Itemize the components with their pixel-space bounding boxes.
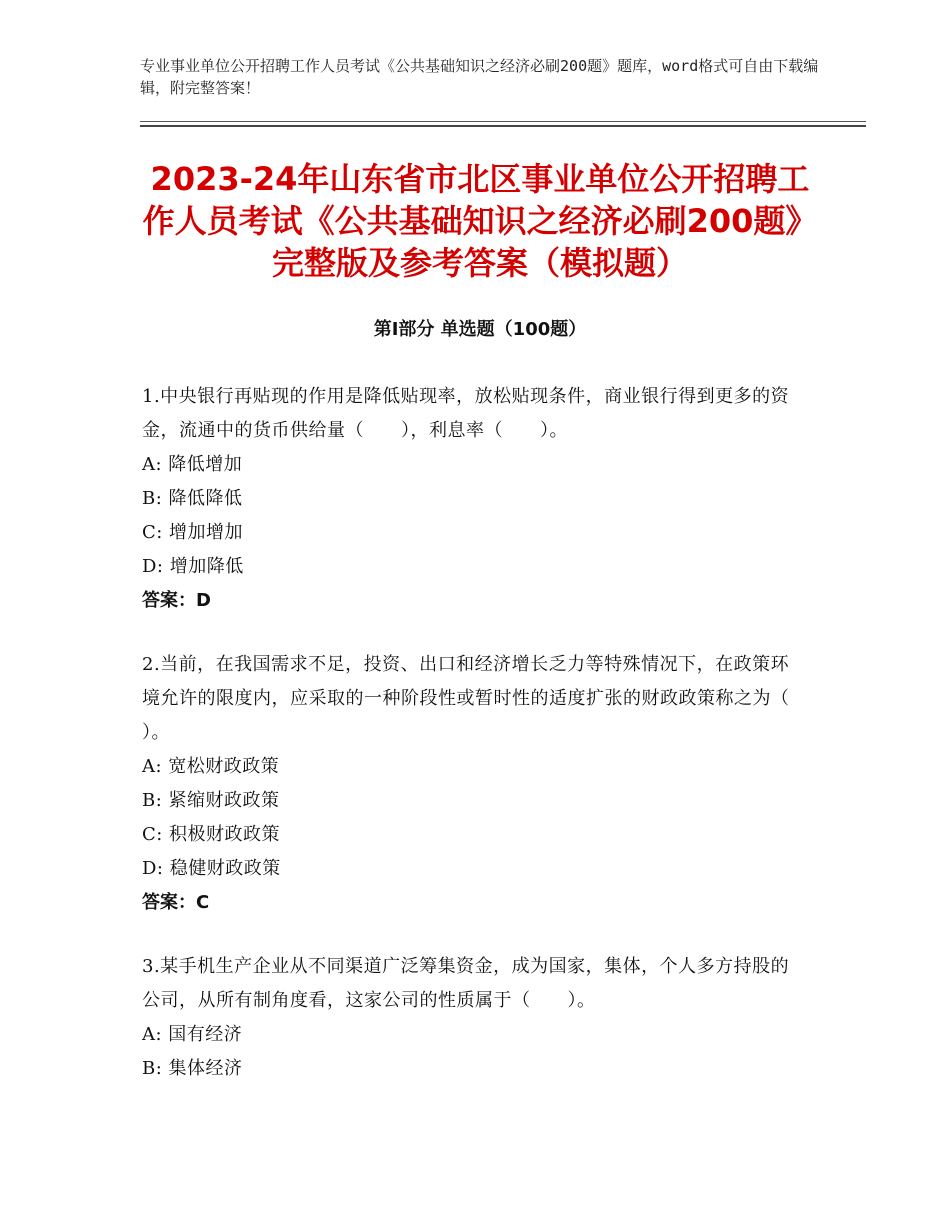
option-b: B: 紧缩财政政策 bbox=[142, 790, 280, 811]
option-d: D: 增加降低 bbox=[142, 556, 244, 577]
question-text: 2.当前，在我国需求不足，投资、出口和经济增长乏力等特殊情况下，在政策环境允许的限度内，应采取的一种阶段性或暂时性的适度扩张的财政政策称之为（ ）。 bbox=[142, 654, 790, 743]
answer: 答案：D bbox=[142, 590, 211, 611]
question-3 bbox=[142, 950, 802, 1086]
answer: 答案：C bbox=[142, 892, 210, 913]
option-d: D: 稳健财政政策 bbox=[142, 858, 281, 879]
option-c: C: 积极财政政策 bbox=[142, 824, 281, 845]
question-text: 3.某手机生产企业从不同渠道广泛筹集资金，成为国家，集体，个人多方持股的公司，从所有制角度看，这家公司的性质属于（ ）。 bbox=[142, 956, 790, 1011]
question-list bbox=[142, 380, 802, 1116]
header-note: 专业事业单位公开招聘工作人员考试《公共基础知识之经济必刷200题》题库，word格式可自由下载编辑，附完整答案！ bbox=[140, 57, 819, 97]
option-c: C: 增加增加 bbox=[142, 522, 244, 543]
option-b: B: 降低降低 bbox=[142, 488, 243, 509]
option-a: A: 国有经济 bbox=[142, 1024, 243, 1045]
header-rule-thick bbox=[140, 125, 866, 127]
option-a: A: 降低增加 bbox=[142, 454, 243, 475]
document-title: 2023-24年山东省市北区事业单位公开招聘工作人员考试《公共基础知识之经济必刷200题》完整版及参考答案（模拟题） bbox=[142, 160, 818, 282]
option-a: A: 宽松财政政策 bbox=[142, 756, 280, 777]
question-1 bbox=[142, 380, 802, 618]
option-b: B: 集体经济 bbox=[142, 1058, 243, 1079]
header-rule-thin bbox=[140, 121, 866, 122]
question-2 bbox=[142, 648, 802, 920]
question-text: 1.中央银行再贴现的作用是降低贴现率，放松贴现条件，商业银行得到更多的资金，流通中的货币供给量（ ），利息率（ ）。 bbox=[142, 386, 790, 441]
section-title: 第Ⅰ部分 单选题（100题） bbox=[373, 319, 587, 340]
